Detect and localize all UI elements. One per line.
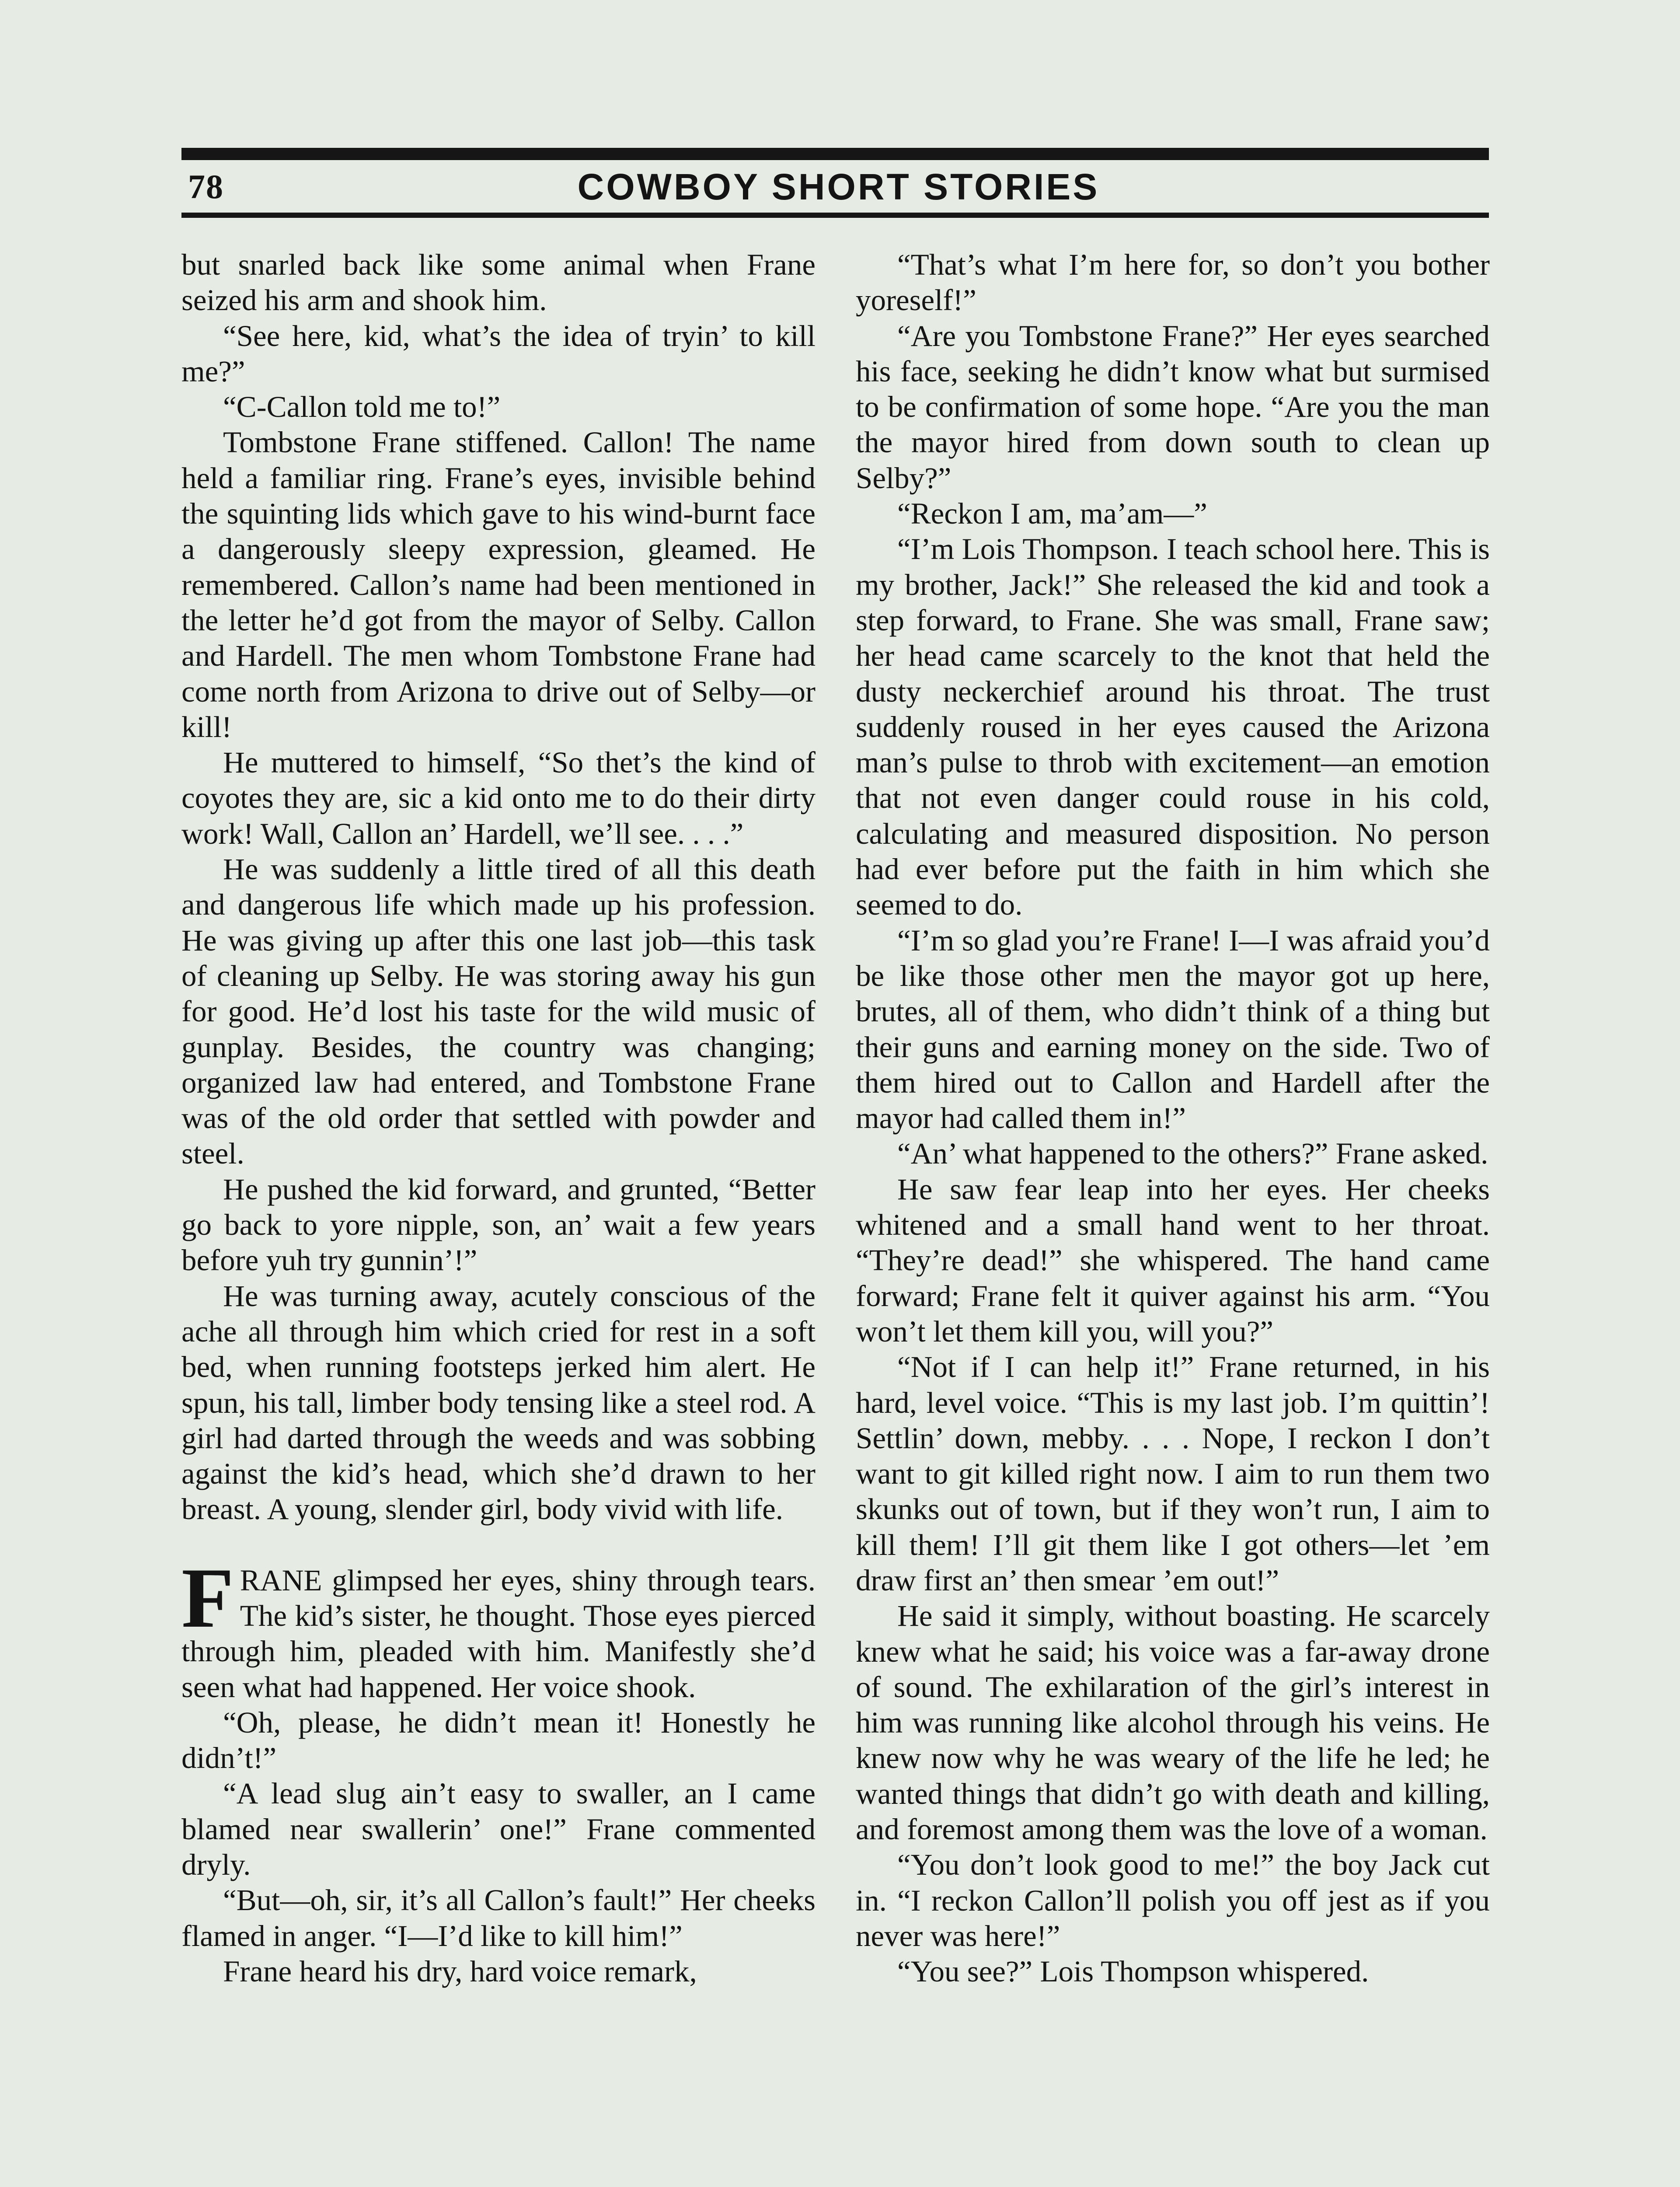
- paragraph: “See here, kid, what’s the idea of tryin’ to kill me?”: [181, 319, 816, 388]
- paragraph: “You see?” Lois Thompson whispered.: [897, 1955, 1369, 1988]
- paragraph: He pushed the kid forward, and grunted, “Better go back to yore nipple, son, an’ wait a few years before yuh try gunnin’!”: [181, 1172, 816, 1277]
- paragraph: He saw fear leap into her eyes. Her cheeks whitened and a small hand went to her throat. “They’re dead!” she whispered. The hand came forward; Frane felt it quiver against his arm. “You won’t let them kill you, will you?”: [856, 1172, 1490, 1348]
- paragraph: “Reckon I am, ma’am—”: [897, 497, 1207, 531]
- paragraph: “Are you Tombstone Frane?” Her eyes searched his face, seeking he didn’t know what but surmised to be confirmation of some hope. “Are you the man the mayor hired from down south to clean up Selby?”: [856, 319, 1490, 495]
- paragraph: “A lead slug ain’t easy to swaller, an I came blamed near swallerin’ one!” Frane commented dryly.: [181, 1777, 816, 1882]
- paragraph: “Oh, please, he didn’t mean it! Honestly he didn’t!”: [181, 1705, 816, 1775]
- paragraph: He said it simply, without boasting. He scarcely knew what he said; his voice was a far-away drone of sound. The exhilaration of the girl’s interest in him was running like alcohol through his veins. He knew now why he was weary of the life he led; he wanted things that didn’t go with death and killing, and foremost among them was the love of a woman.: [856, 1599, 1490, 1846]
- left-column: [181, 247, 816, 2187]
- header-rule-bottom: [181, 213, 1489, 218]
- paragraph: but snarled back like some animal when Frane seized his arm and shook him.: [181, 248, 816, 317]
- running-title: COWBOY SHORT STORIES: [577, 166, 1100, 207]
- paragraph: “But—oh, sir, it’s all Callon’s fault!” Her cheeks flamed in anger. “I—I’d like to kill him!”: [181, 1883, 816, 1953]
- header-rule-top: [181, 148, 1489, 160]
- section-opening-text: RANE glimpsed her eyes, shiny through tears. The kid’s sister, he thought. Those eyes pierced through him, pleaded with him. Manifestly she’d seen what had happened. Her voice shook.: [181, 1563, 816, 1704]
- paragraph: Tombstone Frane stiffened. Callon! The name held a familiar ring. Frane’s eyes, invisible behind the squinting lids which gave to his wind-burnt face a dangerously sleepy expression, gleamed. He remembered. Callon’s name had been mentioned in the letter he’d got from the mayor of Selby. Callon and Hardell. The men whom Tombstone Frane had come north from Arizona to drive out of Selby—or kill!: [181, 426, 816, 744]
- paragraph: He muttered to himself, “So thet’s the kind of coyotes they are, sic a kid onto me to do their dirty work! Wall, Callon an’ Hardell, we’ll see. . . .”: [181, 746, 816, 850]
- paragraph: He was suddenly a little tired of all this death and dangerous life which made up his profession. He was giving up after this one last job—this task of cleaning up Selby. He was storing away his gun for good. He’d lost his taste for the wild music of gunplay. Besides, the country was changing; organized law had entered, and Tombstone Frane was of the old order that settled with powder and steel.: [181, 852, 816, 1170]
- paragraph: “An’ what happened to the others?” Frane asked.: [897, 1137, 1488, 1170]
- paragraph: Frane heard his dry, hard voice remark,: [223, 1954, 697, 1988]
- paragraph: “Not if I can help it!” Frane returned, in his hard, level voice. “This is my last job. I’m quittin’! Settlin’ down, mebby. . . . Nope, I reckon I don’t want to git killed right now. I aim to run them two skunks out of town, but if they won’t run, I aim to kill them! I’ll git them like I got others—let ’em draw first an’ then smear ’em out!”: [856, 1350, 1490, 1597]
- paragraph: “C-Callon told me to!”: [223, 390, 501, 424]
- page-header: [188, 162, 1489, 212]
- paragraph: “I’m Lois Thompson. I teach school here. This is my brother, Jack!” She released the kid and took a step forward, to Frane. She was small, Frane saw; her head came scarcely to the knot that held the dusty neckerchief around his throat. The trust suddenly roused in her eyes caused the Arizona man’s pulse to throb with excitement—an emotion that not even danger could rouse in his cold, calculating and measured disposition. No person had ever before put the faith in him which she seemed to do.: [856, 532, 1490, 922]
- drop-cap: F: [181, 1550, 234, 1645]
- right-column: [856, 247, 1490, 2187]
- paragraph: “I’m so glad you’re Frane! I—I was afraid you’d be like those other men the mayor got up here, brutes, all of them, who didn’t think of a thing but their guns and earning money on the side. Two of them hired out to Callon and Hardell after the mayor had called them in!”: [856, 923, 1490, 1135]
- paragraph: “You don’t look good to me!” the boy Jack cut in. “I reckon Callon’ll polish you off jest as if you never was here!”: [856, 1848, 1490, 1953]
- page-number: 78: [188, 168, 224, 206]
- paragraph: He was turning away, acutely conscious of the ache all through him which cried for rest in a soft bed, when running footsteps jerked him alert. He spun, his tall, limber body tensing like a steel rod. A girl had darted through the weeds and was sobbing against the kid’s head, which she’d drawn to her breast. A young, slender girl, body vivid with life.: [181, 1279, 816, 1526]
- paragraph: “That’s what I’m here for, so don’t you bother yoreself!”: [856, 248, 1490, 317]
- section-opening-paragraph: [181, 1550, 816, 1705]
